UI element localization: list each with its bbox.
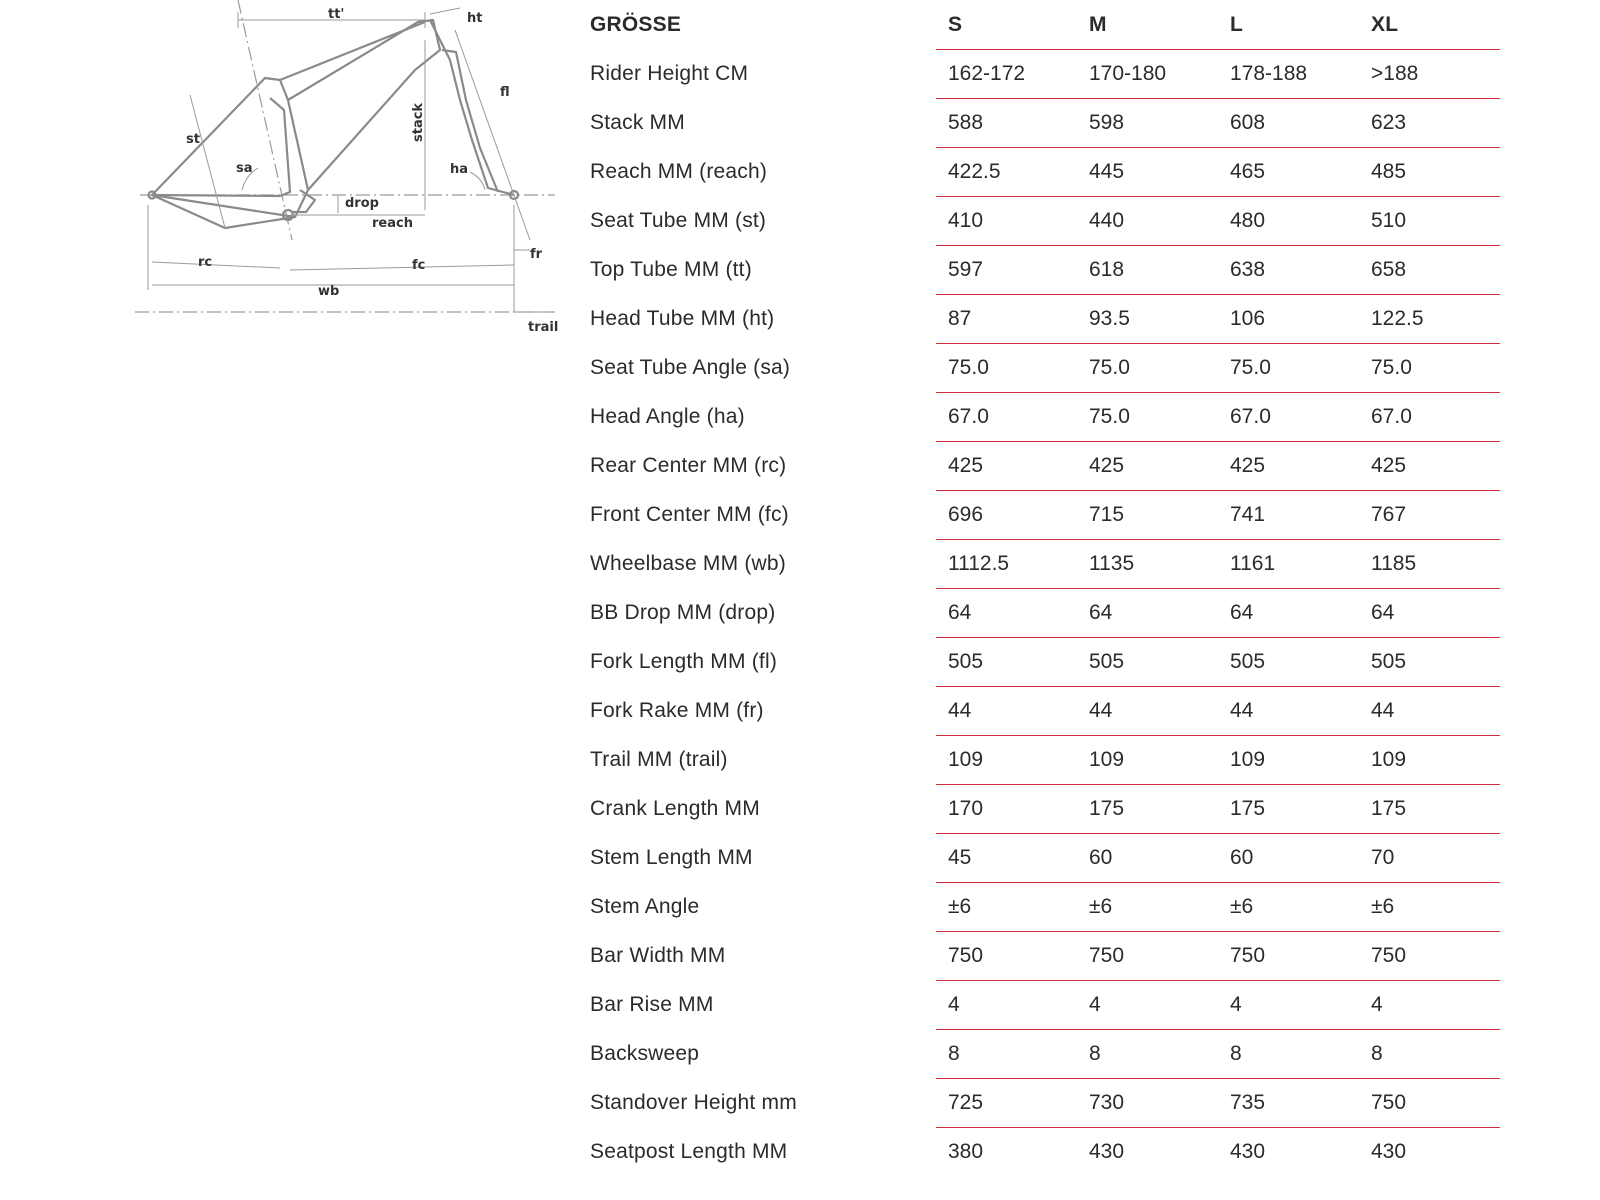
value-cell-m: 750 bbox=[1077, 932, 1218, 981]
value-cell-m: 1135 bbox=[1077, 540, 1218, 589]
value-cell-l: 175 bbox=[1218, 785, 1359, 834]
diagram-label-trail: trail bbox=[528, 320, 559, 335]
geometry-table bbox=[590, 0, 1500, 1176]
row-label: Front Center MM (fc) bbox=[590, 503, 789, 526]
table-row bbox=[590, 246, 1500, 295]
value-cell-m: 440 bbox=[1077, 197, 1218, 246]
diagram-label-ha: ha bbox=[450, 162, 469, 177]
row-label: Top Tube MM (tt) bbox=[590, 258, 752, 281]
row-label: Rear Center MM (rc) bbox=[590, 454, 787, 477]
value-cell-s: 696 bbox=[936, 491, 1077, 540]
table-row bbox=[590, 638, 1500, 687]
value-cell-m: ±6 bbox=[1077, 883, 1218, 932]
value-cell-xl: 430 bbox=[1359, 1128, 1500, 1177]
table-row bbox=[590, 834, 1500, 883]
value-cell-xl: 67.0 bbox=[1359, 393, 1500, 442]
table-body bbox=[590, 50, 1500, 1177]
value-cell-xl: 75.0 bbox=[1359, 344, 1500, 393]
value-cell-xl: 510 bbox=[1359, 197, 1500, 246]
value-cell-m: 430 bbox=[1077, 1128, 1218, 1177]
row-label: Wheelbase MM (wb) bbox=[590, 552, 786, 575]
diagram-label-drop: drop bbox=[345, 196, 379, 211]
value-cell-l: ±6 bbox=[1218, 883, 1359, 932]
size-column-m: M bbox=[1077, 0, 1218, 50]
value-cell-m: 4 bbox=[1077, 981, 1218, 1030]
table-row bbox=[590, 883, 1500, 932]
table-row bbox=[590, 589, 1500, 638]
value-cell-xl: 485 bbox=[1359, 148, 1500, 197]
value-cell-m: 75.0 bbox=[1077, 393, 1218, 442]
value-cell-s: 425 bbox=[936, 442, 1077, 491]
table-row bbox=[590, 932, 1500, 981]
table-row bbox=[590, 491, 1500, 540]
row-label: Stem Length MM bbox=[590, 846, 753, 869]
row-label: Stack MM bbox=[590, 111, 685, 134]
size-column-l: L bbox=[1218, 0, 1359, 50]
value-cell-s: 410 bbox=[936, 197, 1077, 246]
value-cell-m: 8 bbox=[1077, 1030, 1218, 1079]
value-cell-l: 608 bbox=[1218, 99, 1359, 148]
table-row bbox=[590, 687, 1500, 736]
row-label: Fork Length MM (fl) bbox=[590, 650, 778, 673]
value-cell-l: 8 bbox=[1218, 1030, 1359, 1079]
table-row bbox=[590, 99, 1500, 148]
value-cell-l: 750 bbox=[1218, 932, 1359, 981]
value-cell-l: 178-188 bbox=[1218, 50, 1359, 99]
value-cell-m: 64 bbox=[1077, 589, 1218, 638]
value-cell-s: 597 bbox=[936, 246, 1077, 295]
value-cell-xl: 122.5 bbox=[1359, 295, 1500, 344]
diagram-label-fl: fl bbox=[500, 85, 510, 100]
value-cell-l: 109 bbox=[1218, 736, 1359, 785]
value-cell-s: 67.0 bbox=[936, 393, 1077, 442]
table-header-row bbox=[590, 0, 1500, 50]
table-row bbox=[590, 1079, 1500, 1128]
table-row bbox=[590, 344, 1500, 393]
diagram-label-sa: sa bbox=[236, 161, 253, 176]
value-cell-m: 505 bbox=[1077, 638, 1218, 687]
size-column-xl: XL bbox=[1359, 0, 1500, 50]
row-label: Backsweep bbox=[590, 1042, 700, 1065]
value-cell-m: 715 bbox=[1077, 491, 1218, 540]
value-cell-m: 75.0 bbox=[1077, 344, 1218, 393]
size-column-s: S bbox=[936, 0, 1077, 50]
row-label: Head Tube MM (ht) bbox=[590, 307, 775, 330]
diagram-label-fc: fc bbox=[412, 258, 426, 273]
value-cell-l: 465 bbox=[1218, 148, 1359, 197]
frame-geometry-diagram bbox=[130, 0, 570, 340]
row-label: Bar Width MM bbox=[590, 944, 726, 967]
row-label: Stem Angle bbox=[590, 895, 700, 918]
value-cell-m: 425 bbox=[1077, 442, 1218, 491]
value-cell-xl: 1185 bbox=[1359, 540, 1500, 589]
value-cell-m: 60 bbox=[1077, 834, 1218, 883]
value-cell-l: 44 bbox=[1218, 687, 1359, 736]
value-cell-m: 170-180 bbox=[1077, 50, 1218, 99]
value-cell-m: 175 bbox=[1077, 785, 1218, 834]
value-cell-s: 87 bbox=[936, 295, 1077, 344]
table-row bbox=[590, 148, 1500, 197]
value-cell-xl: 425 bbox=[1359, 442, 1500, 491]
value-cell-xl: 8 bbox=[1359, 1030, 1500, 1079]
table-row bbox=[590, 981, 1500, 1030]
value-cell-l: 430 bbox=[1218, 1128, 1359, 1177]
diagram-label-stack: stack bbox=[411, 102, 426, 142]
table-row bbox=[590, 50, 1500, 99]
value-cell-s: 422.5 bbox=[936, 148, 1077, 197]
value-cell-xl: 109 bbox=[1359, 736, 1500, 785]
value-cell-l: 638 bbox=[1218, 246, 1359, 295]
row-label: Seat Tube Angle (sa) bbox=[590, 356, 791, 379]
row-label: Seat Tube MM (st) bbox=[590, 209, 767, 232]
table-row bbox=[590, 442, 1500, 491]
value-cell-l: 64 bbox=[1218, 589, 1359, 638]
value-cell-xl: 767 bbox=[1359, 491, 1500, 540]
value-cell-s: 750 bbox=[936, 932, 1077, 981]
value-cell-l: 425 bbox=[1218, 442, 1359, 491]
value-cell-xl: 623 bbox=[1359, 99, 1500, 148]
value-cell-xl: 505 bbox=[1359, 638, 1500, 687]
value-cell-xl: ±6 bbox=[1359, 883, 1500, 932]
value-cell-s: ±6 bbox=[936, 883, 1077, 932]
value-cell-m: 618 bbox=[1077, 246, 1218, 295]
diagram-label-reach: reach bbox=[372, 216, 413, 231]
value-cell-m: 109 bbox=[1077, 736, 1218, 785]
row-label: Standover Height mm bbox=[590, 1091, 797, 1114]
table-row bbox=[590, 295, 1500, 344]
row-label: Bar Rise MM bbox=[590, 993, 714, 1016]
diagram-label-fr: fr bbox=[530, 247, 543, 262]
value-cell-s: 64 bbox=[936, 589, 1077, 638]
diagram-label-ht: ht bbox=[467, 11, 483, 26]
value-cell-xl: 44 bbox=[1359, 687, 1500, 736]
value-cell-m: 598 bbox=[1077, 99, 1218, 148]
table-row bbox=[590, 393, 1500, 442]
value-cell-s: 45 bbox=[936, 834, 1077, 883]
row-label: Head Angle (ha) bbox=[590, 405, 745, 428]
value-cell-l: 741 bbox=[1218, 491, 1359, 540]
value-cell-m: 445 bbox=[1077, 148, 1218, 197]
value-cell-s: 1112.5 bbox=[936, 540, 1077, 589]
value-cell-xl: 4 bbox=[1359, 981, 1500, 1030]
row-label: Trail MM (trail) bbox=[590, 748, 728, 771]
value-cell-s: 588 bbox=[936, 99, 1077, 148]
row-label: Reach MM (reach) bbox=[590, 160, 768, 183]
value-cell-m: 44 bbox=[1077, 687, 1218, 736]
table-row bbox=[590, 197, 1500, 246]
table-row bbox=[590, 540, 1500, 589]
value-cell-xl: 750 bbox=[1359, 932, 1500, 981]
value-cell-s: 4 bbox=[936, 981, 1077, 1030]
value-cell-s: 162-172 bbox=[936, 50, 1077, 99]
value-cell-xl: 175 bbox=[1359, 785, 1500, 834]
row-label: Crank Length MM bbox=[590, 797, 760, 820]
diagram-label-tt: tt' bbox=[328, 7, 345, 22]
value-cell-l: 67.0 bbox=[1218, 393, 1359, 442]
value-cell-l: 505 bbox=[1218, 638, 1359, 687]
row-label: Rider Height CM bbox=[590, 62, 749, 85]
value-cell-l: 75.0 bbox=[1218, 344, 1359, 393]
table-row bbox=[590, 785, 1500, 834]
value-cell-s: 44 bbox=[936, 687, 1077, 736]
value-cell-s: 109 bbox=[936, 736, 1077, 785]
value-cell-xl: 70 bbox=[1359, 834, 1500, 883]
value-cell-l: 735 bbox=[1218, 1079, 1359, 1128]
value-cell-s: 8 bbox=[936, 1030, 1077, 1079]
value-cell-xl: 750 bbox=[1359, 1079, 1500, 1128]
table-row bbox=[590, 736, 1500, 785]
value-cell-xl: >188 bbox=[1359, 50, 1500, 99]
row-label: BB Drop MM (drop) bbox=[590, 601, 776, 624]
size-header-label: GRÖSSE bbox=[590, 12, 682, 36]
value-cell-s: 725 bbox=[936, 1079, 1077, 1128]
value-cell-s: 170 bbox=[936, 785, 1077, 834]
value-cell-l: 4 bbox=[1218, 981, 1359, 1030]
value-cell-s: 75.0 bbox=[936, 344, 1077, 393]
value-cell-l: 60 bbox=[1218, 834, 1359, 883]
value-cell-l: 480 bbox=[1218, 197, 1359, 246]
table-row bbox=[590, 1128, 1500, 1177]
table-row bbox=[590, 1030, 1500, 1079]
value-cell-m: 730 bbox=[1077, 1079, 1218, 1128]
value-cell-xl: 658 bbox=[1359, 246, 1500, 295]
value-cell-l: 1161 bbox=[1218, 540, 1359, 589]
diagram-label-st: st bbox=[186, 132, 200, 147]
value-cell-m: 93.5 bbox=[1077, 295, 1218, 344]
diagram-label-wb: wb bbox=[318, 284, 340, 299]
value-cell-l: 106 bbox=[1218, 295, 1359, 344]
value-cell-s: 380 bbox=[936, 1128, 1077, 1177]
value-cell-xl: 64 bbox=[1359, 589, 1500, 638]
value-cell-s: 505 bbox=[936, 638, 1077, 687]
row-label: Seatpost Length MM bbox=[590, 1139, 788, 1163]
row-label: Fork Rake MM (fr) bbox=[590, 699, 764, 722]
diagram-label-rc: rc bbox=[198, 255, 213, 270]
